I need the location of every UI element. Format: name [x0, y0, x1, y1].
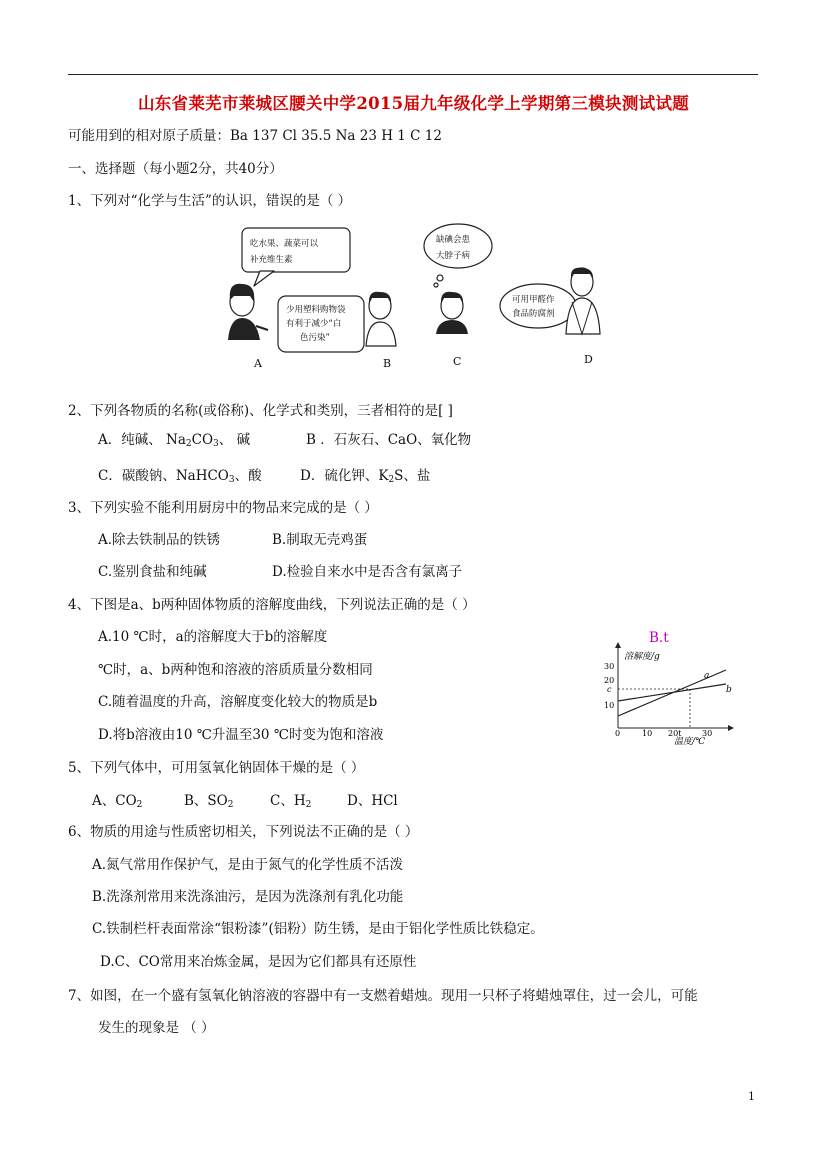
section-heading: 一、选择题（每小题2分，共40分）	[68, 161, 283, 177]
q4-option-c: C.随着温度的升高，溶解度变化较大的物质是b	[98, 694, 378, 710]
q5-option-b: B、$SO_2$	[184, 793, 234, 810]
bubble-c	[424, 224, 492, 268]
xtick-0: 0	[615, 729, 621, 738]
person-b-figure	[366, 292, 396, 346]
bubble-d-line2: 食品防腐剂	[512, 309, 555, 319]
graph-xlabel: 温度/℃	[674, 737, 706, 747]
q4-option-b-label: B.t	[649, 630, 669, 646]
header-rule	[68, 74, 758, 75]
q6-option-c: C.铁制栏杆表面常涂“银粉漆”(铝粉）防生锈，是由于铝化学性质比铁稳定。	[92, 921, 544, 937]
question-3-stem: 3、下列实验不能利用厨房中的物品来完成的是（ ）	[68, 500, 378, 516]
ytick-20: 20	[604, 676, 615, 685]
q2-option-c: C．碳酸钠、NaHCO$_3$、酸	[98, 468, 262, 485]
q3-option-a: A.除去铁制品的铁锈	[98, 532, 221, 548]
graph-ylabel: 溶解度/g	[624, 652, 660, 662]
q5-option-a: A、$CO_2$	[92, 793, 143, 810]
q3-option-c: C.鉴别食盐和纯碱	[98, 564, 207, 580]
q4-option-a: A.10 ℃时，a的溶解度大于b的溶解度	[98, 629, 328, 645]
q2-option-d: D．硫化钾、$K_2S$、盐	[300, 468, 431, 485]
bubble-c-line1: 缺碘会患	[436, 235, 471, 245]
curve-a-label: a	[704, 671, 710, 681]
ytick-c: c	[607, 685, 612, 694]
q4-option-d: D.将b溶液由10 ℃升温至30 ℃时变为饱和溶液	[98, 727, 384, 743]
q1-label-d: D	[584, 353, 593, 366]
question-2-stem: 2、下列各物质的名称(或俗称)、化学式和类别，三者相符的是[ ]	[68, 403, 453, 419]
question-7-stem: 7、如图，在一个盛有氢氧化钠溶液的容器中有一支燃着蜡烛。现用一只杯子将蜡烛罩住，过一会儿，可能	[68, 988, 698, 1004]
person-a-figure	[228, 284, 268, 340]
xtick-30: 30	[702, 729, 713, 738]
q1-label-c: C	[453, 355, 462, 368]
bubble-b-line3: 色污染”	[300, 333, 330, 343]
question-7-stem-cont: 发生的现象是 （ ）	[98, 1020, 215, 1036]
bubble-c-line2: 大脖子病	[436, 251, 471, 261]
question-5-stem: 5、下列气体中，可用氢氧化钠固体干燥的是（ ）	[68, 760, 365, 776]
xtick-10: 10	[642, 729, 653, 738]
solubility-curve-graph	[598, 628, 738, 748]
q4-option-b: ℃时，a、b两种饱和溶液的溶质质量分数相同	[98, 662, 373, 678]
bubble-a	[242, 228, 350, 272]
q1-cartoon-illustration	[220, 222, 610, 372]
q5-option-d: D、HCl	[347, 793, 398, 809]
bubble-b-line1: 少用塑料购物袋	[286, 305, 346, 315]
xtick-20t: 20t	[668, 729, 682, 738]
bubble-a-line2: 补充维生素	[250, 255, 293, 265]
ytick-30: 30	[604, 662, 615, 671]
q1-label-a: A	[254, 357, 262, 370]
q5-option-c: C、$H_2$	[270, 793, 312, 810]
question-4-stem: 4、下图是a、b两种固体物质的溶解度曲线，下列说法正确的是（ ）	[68, 597, 476, 613]
q3-option-d: D.检验自来水中是否含有氯离子	[272, 564, 463, 580]
question-6-stem: 6、物质的用途与性质密切相关，下列说法不正确的是（ ）	[68, 824, 419, 840]
curve-b	[618, 684, 726, 701]
q2-option-b: B ．石灰石、CaO、氧化物	[306, 432, 472, 448]
question-1-stem: 1、下列对“化学与生活”的认识，错误的是（ ）	[68, 193, 352, 209]
ytick-10: 10	[604, 701, 615, 710]
bubble-b-line2: 有利于减少“白	[286, 319, 342, 329]
page-title: 山东省莱芜市莱城区腰关中学2015届九年级化学上学期第三模块测试试题	[137, 94, 690, 113]
q6-option-a: A.氮气常用作保护气，是由于氮气的化学性质不活泼	[92, 857, 404, 873]
curve-b-label: b	[726, 685, 732, 695]
q1-label-b: B	[383, 357, 392, 370]
q6-option-d: D.C、CO常用来冶炼金属，是因为它们都具有还原性	[100, 954, 417, 970]
q2-option-a: A．纯碱、 $Na_2CO_3$、 碱	[98, 432, 251, 449]
page-number: 1	[748, 1090, 755, 1103]
q3-option-b: B.制取无壳鸡蛋	[272, 532, 368, 548]
person-c-figure	[436, 292, 468, 334]
bubble-d-line1: 可用甲醛作	[512, 295, 555, 305]
bubble-d	[500, 284, 576, 328]
q6-option-b: B.洗涤剂常用来洗涤油污，是因为洗涤剂有乳化功能	[92, 889, 404, 905]
atomic-masses: 可能用到的相对原子质量：Ba 137 Cl 35.5 Na 23 H 1 C 12	[68, 128, 442, 144]
bubble-a-line1: 吃水果、蔬菜可以	[250, 239, 319, 249]
